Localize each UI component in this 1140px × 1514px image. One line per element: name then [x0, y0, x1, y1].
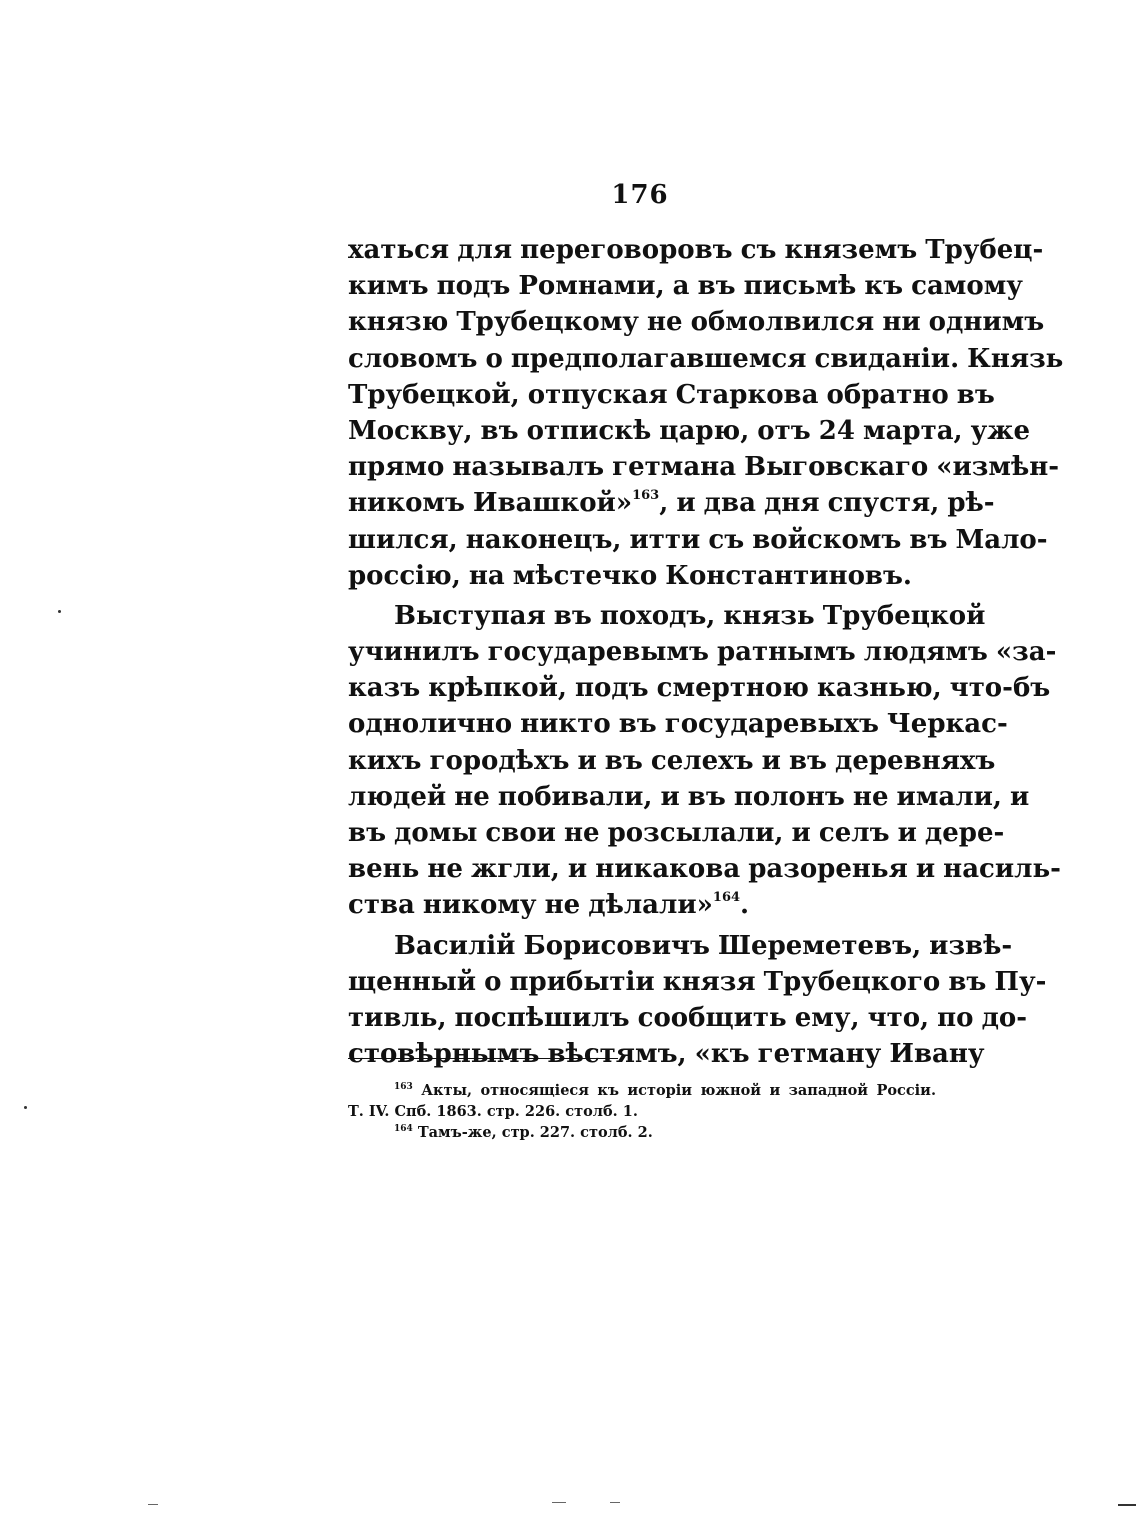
scan-speck: [58, 610, 61, 613]
text-segment: .: [740, 890, 750, 921]
footnote-text: Акты, относящіеся къ исторіи южной и западной Россіи.: [421, 1082, 936, 1099]
text-line: словомъ о предполагавшемся свиданіи. Князь: [348, 343, 1064, 374]
text-line: кимъ подъ Ромнами, а въ письмѣ къ самому: [348, 271, 1023, 302]
footnote-separator: [348, 1058, 618, 1059]
text-line: [348, 485, 995, 521]
text-line: однолично никто въ государевыхъ Черкас-: [348, 709, 1008, 740]
text-line: Москву, въ отпискѣ царю, отъ 24 марта, уже: [348, 415, 1031, 446]
scan-speck: [24, 1106, 27, 1109]
text-line: щенный о прибытіи князя Трубецкого въ Пу-: [348, 966, 1047, 997]
footnote-163: [348, 1080, 936, 1101]
text-line: въ домы свои не розсылали, и селъ и дере-: [348, 818, 1005, 848]
text-segment: , и два дня спустя, рѣ-: [659, 488, 995, 519]
scan-mark: [552, 1502, 566, 1503]
page-number: 176: [611, 180, 669, 210]
paragraph-start-line: Выступая въ походъ, князь Трубецкой: [394, 600, 986, 631]
footnote-ref-164[interactable]: 164: [712, 890, 741, 906]
text-line: кихъ городѣхъ и въ селехъ и въ деревняхъ: [348, 745, 996, 776]
text-line: тивль, поспѣшилъ сообщить ему, что, по до-: [348, 1002, 1028, 1033]
footnotes: [348, 1080, 936, 1143]
scan-mark: [1118, 1504, 1136, 1506]
text-line: прямо называлъ гетмана Выговскаго «измѣн-: [348, 452, 1060, 483]
body-text: [348, 232, 1064, 1072]
text-line: шился, наконецъ, итти съ войскомъ въ Мало-: [348, 524, 1048, 555]
text-line: вень не жгли, и никакова разоренья и насиль-: [348, 854, 1061, 885]
footnote-text: Тамъ-же, стр. 227. столб. 2.: [417, 1124, 653, 1141]
paragraph-start-line: Василій Борисовичъ Шереметевъ, извѣ-: [394, 930, 1013, 961]
text-line: [348, 887, 936, 923]
text-line: учинилъ государевымъ ратнымъ людямъ «за-: [348, 637, 1057, 668]
footnote-164: [348, 1122, 936, 1143]
footnote-text-line: Т. IV. Спб. 1863. стр. 226. столб. 1.: [348, 1103, 638, 1120]
scan-mark: [610, 1502, 620, 1503]
text-segment: ства никому не дѣлали»: [348, 890, 713, 921]
text-line: князю Трубецкому не обмолвился ни однимъ: [348, 307, 1045, 338]
text-line: Трубецкой, отпуская Старкова обратно въ: [348, 379, 995, 410]
text-segment: никомъ Ивашкой»: [348, 488, 633, 519]
footnote-ref-163[interactable]: 163: [632, 488, 660, 504]
text-line: россію, на мѣстечко Константиновъ.: [348, 560, 912, 591]
footnote-marker: 164: [394, 1124, 413, 1134]
footnote-marker: 163: [394, 1082, 413, 1092]
text-line: людей не побивали, и въ полонъ не имали, и: [348, 781, 1030, 812]
scan-mark: [148, 1504, 158, 1505]
text-line: казъ крѣпкой, подъ смертною казнью, что-бъ: [348, 673, 1051, 704]
text-line: хаться для переговоровъ съ княземъ Трубец-: [348, 235, 1044, 265]
text-line: стовѣрнымъ вѣстямъ, «къ гетману Ивану: [348, 1039, 985, 1070]
